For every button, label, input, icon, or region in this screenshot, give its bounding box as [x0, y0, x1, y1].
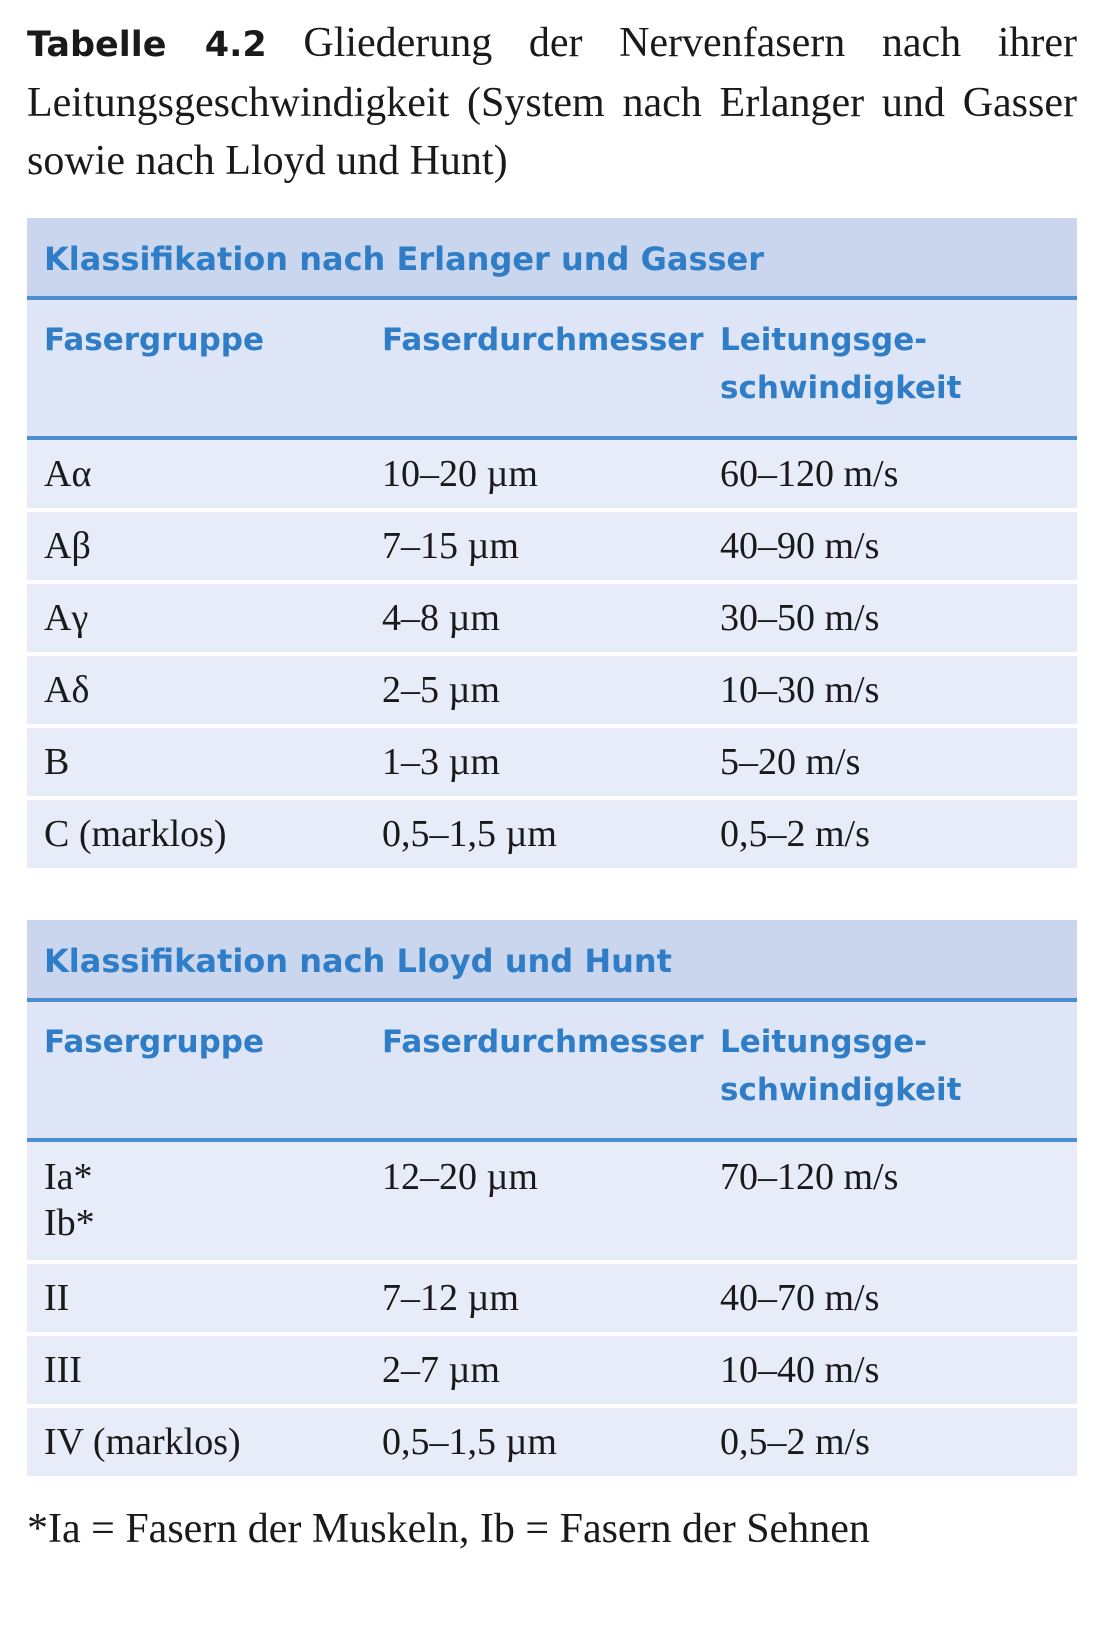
cell-faserdurchmesser: 7–12 µm: [382, 1277, 519, 1319]
cell-leitungsgeschwindigkeit: 30–50 m/s: [720, 597, 880, 639]
caption-text: Gliederung der Nervenfasern nach ihrer Leitungsgeschwindigkeit (System nach Erlanger und Gasser sowie nach Lloyd und Hunt): [27, 20, 1077, 184]
cell-fasergruppe: III: [44, 1349, 82, 1391]
table-title: Klassifikation nach Lloyd und Hunt: [27, 920, 1077, 1002]
header-fasergruppe: Fasergruppe: [44, 1024, 264, 1060]
cell-fasergruppe: Ia* Ib*: [44, 1156, 95, 1244]
cell-leitungsgeschwindigkeit: 0,5–2 m/s: [720, 813, 870, 855]
cell-faserdurchmesser: 1–3 µm: [382, 741, 500, 783]
cell-leitungsgeschwindigkeit: 0,5–2 m/s: [720, 1421, 870, 1463]
header-row: [27, 1002, 1077, 1142]
cell-fasergruppe: II: [44, 1277, 70, 1319]
table-row: [27, 728, 1077, 796]
table-lloyd-hunt: [27, 920, 1077, 1476]
cell-leitungsgeschwindigkeit: 40–70 m/s: [720, 1277, 880, 1319]
table-row: [27, 1408, 1077, 1476]
cell-leitungsgeschwindigkeit: 40–90 m/s: [720, 525, 880, 567]
table-row: [27, 584, 1077, 652]
header-row: [27, 300, 1077, 440]
table-footnote: *Ia = Fasern der Muskeln, Ib = Fasern der Sehnen: [27, 1506, 870, 1552]
table-erlanger-gasser: [27, 218, 1077, 868]
cell-fasergruppe: IV (marklos): [44, 1421, 241, 1463]
cell-faserdurchmesser: 0,5–1,5 µm: [382, 1421, 557, 1463]
cell-leitungsgeschwindigkeit: 10–30 m/s: [720, 669, 880, 711]
cell-fasergruppe: Aα: [44, 453, 92, 495]
cell-leitungsgeschwindigkeit: 10–40 m/s: [720, 1349, 880, 1391]
cell-faserdurchmesser: 0,5–1,5 µm: [382, 813, 557, 855]
table-row: [27, 1264, 1077, 1332]
cell-faserdurchmesser: 2–7 µm: [382, 1349, 500, 1391]
table-row: [27, 512, 1077, 580]
caption-label: Tabelle 4.2: [27, 25, 267, 65]
cell-fasergruppe: Aδ: [44, 669, 90, 711]
cell-fasergruppe: B: [44, 741, 70, 783]
cell-leitungsgeschwindigkeit: 5–20 m/s: [720, 741, 861, 783]
header-leitungsgeschwindigkeit: Leitungsge- schwindigkeit: [720, 322, 962, 406]
header-faserdurchmesser: Faserdurchmesser: [382, 1024, 704, 1060]
header-leitungsgeschwindigkeit: Leitungsge- schwindigkeit: [720, 1024, 962, 1108]
table-row: [27, 440, 1077, 508]
table-caption: [27, 14, 1077, 190]
table-row: [27, 656, 1077, 724]
header-faserdurchmesser: Faserdurchmesser: [382, 322, 704, 358]
table-title: Klassifikation nach Erlanger und Gasser: [27, 218, 1077, 300]
cell-faserdurchmesser: 2–5 µm: [382, 669, 500, 711]
table-row: [27, 800, 1077, 868]
cell-faserdurchmesser: 10–20 µm: [382, 453, 538, 495]
table-row: [27, 1336, 1077, 1404]
cell-faserdurchmesser: 4–8 µm: [382, 597, 500, 639]
cell-leitungsgeschwindigkeit: 60–120 m/s: [720, 453, 899, 495]
cell-fasergruppe: C (marklos): [44, 813, 227, 855]
header-fasergruppe: Fasergruppe: [44, 322, 264, 358]
cell-faserdurchmesser: 7–15 µm: [382, 525, 519, 567]
cell-faserdurchmesser: 12–20 µm: [382, 1156, 538, 1198]
cell-fasergruppe: Aγ: [44, 597, 89, 639]
cell-leitungsgeschwindigkeit: 70–120 m/s: [720, 1156, 899, 1198]
table-row: [27, 1142, 1077, 1260]
cell-fasergruppe: Aβ: [44, 525, 91, 567]
